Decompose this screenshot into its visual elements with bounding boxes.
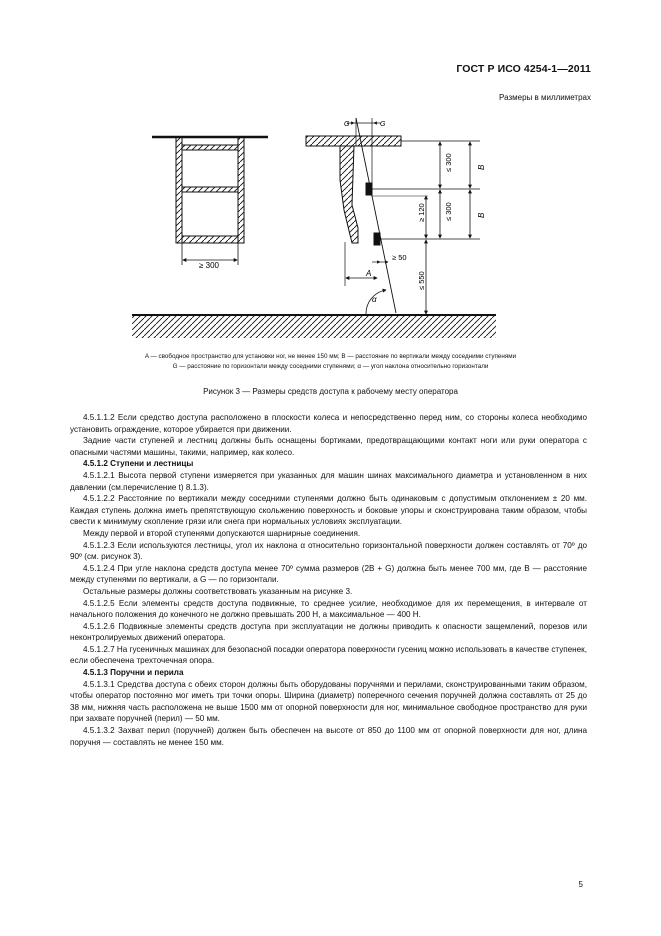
label-alpha: α bbox=[372, 295, 377, 304]
paragraph: 4.5.1.2.2 Расстояние по вертикали между соседними ступенями должно быть одинаковым с допустимым отклонением ± 20 мм. Каждая ступень должна иметь препятствующую скольжению поверхность и боковые упоры и сконструирована таким образом, чтобы свести к минимуму скопление грязи или снега при нормальных условиях эксплуатации. bbox=[70, 494, 587, 527]
document-header: ГОСТ Р ИСО 4254-1—2011 bbox=[456, 63, 591, 75]
section-heading: 4.5.1.2 Ступени и лестницы bbox=[83, 459, 194, 469]
paragraph: 4.5.1.3.1 Средства доступа с обеих сторон должны быть оборудованы поручнями и перилами, сконструированными таким образом, чтобы оператор постоянно мог иметь три точки опоры. Ширина (диаметр) поперечного сечения поручней должна составлять от 25 до 38 мм, нижняя часть расположена не выше 1500 мм от опорной поверхности для ног, минимальное свободное пространство для руки при захвате поручней (перил) — 50 мм. bbox=[70, 679, 587, 724]
side-view bbox=[306, 118, 480, 314]
body-text bbox=[70, 412, 587, 748]
label-min-toe-space: ≥ 50 bbox=[392, 253, 407, 262]
paragraph: 4.5.1.2.1 Высота первой ступени измеряется при указанных для машин шинах максимального диаметра и установленном в них давлении (см.перечисление t) 8.1.3). bbox=[70, 470, 587, 492]
figure-legend-line-2: G — расстояние по горизонтали между соседними ступенями; α — угол наклона относительно горизонтали bbox=[172, 363, 489, 370]
label-b-upper: B bbox=[477, 164, 486, 170]
label-b-lower: B bbox=[477, 212, 486, 218]
section-heading: 4.5.1.3 Поручни и перила bbox=[83, 668, 184, 678]
label-max-step-2: ≤ 300 bbox=[444, 202, 453, 221]
ground-surface bbox=[132, 315, 496, 338]
paragraph: 4.5.1.2.3 Если используются лестницы, угол их наклона α относительно горизонтальной поверхности должен составлять от 70º до 90º (см. рисунок 3). bbox=[70, 540, 587, 562]
label-g-1: G bbox=[344, 121, 350, 128]
paragraph: 4.5.1.2.7 На гусеничных машинах для безопасной посадки оператора поверхности гусениц можно использовать в качестве ступенек, если обеспечена трехточечная опора. bbox=[70, 644, 587, 666]
figure-access-dimensions bbox=[0, 105, 661, 355]
figure-legend-line-1: A — свободное пространство для установки ног, не менее 150 мм; B — расстояние по вертикали между соседними ступенями bbox=[144, 353, 517, 360]
figure-caption: Рисунок 3 — Размеры средств доступа к рабочему месту оператора bbox=[203, 387, 458, 396]
label-min-step-gap: ≥ 120 bbox=[417, 203, 426, 222]
label-max-first-step: ≤ 550 bbox=[417, 271, 426, 290]
front-view bbox=[152, 137, 268, 265]
label-min-width: ≥ 300 bbox=[199, 261, 219, 270]
label-a: A bbox=[366, 269, 372, 278]
paragraph: 4.5.1.1.2 Если средство доступа расположено в плоскости колеса и непосредственно перед ним, со стороны колеса необходимо установить ограждение, которое убирается при движении. bbox=[70, 413, 587, 434]
label-g-2: G bbox=[380, 121, 386, 128]
units-note: Размеры в миллиметрах bbox=[499, 93, 591, 102]
paragraph: Задние части ступеней и лестниц должны быть оснащены бортиками, предотвращающими контакт ноги или руки оператора с опасными частями машины, такими, например, как колесо. bbox=[70, 436, 587, 457]
paragraph: 4.5.1.3.2 Захват перил (поручней) должен быть обеспечен на высоте от 850 до 1100 мм от опорной поверхности для ног, длина поручня — составлять не менее 150 мм. bbox=[70, 726, 587, 747]
paragraph: 4.5.1.2.5 Если элементы средств доступа подвижные, то среднее усилие, необходимое для их перемещения, в интервале от начального положения до конечного не должно превышать 200 Н, а максимальное — 400 Н. bbox=[70, 598, 587, 620]
paragraph: 4.5.1.2.4 При угле наклона средств доступа менее 70º сумма размеров (2B + G) должна быть менее 700 мм, где B — расстояние между ступенями по вертикали, а G — по горизонтали. bbox=[70, 563, 587, 585]
paragraph: Между первой и второй ступенями допускаются шарнирные соединения. bbox=[83, 528, 361, 538]
paragraph: Остальные размеры должны соответствовать указанным на рисунке 3. bbox=[83, 586, 353, 596]
paragraph: 4.5.1.2.6 Подвижные элементы средств доступа при эксплуатации не должны приводить к опасности защемлений, порезов или неконтролируемых движений оператора. bbox=[70, 621, 587, 643]
page-number: 5 bbox=[578, 880, 583, 889]
label-max-step-1: ≤ 300 bbox=[444, 153, 453, 172]
